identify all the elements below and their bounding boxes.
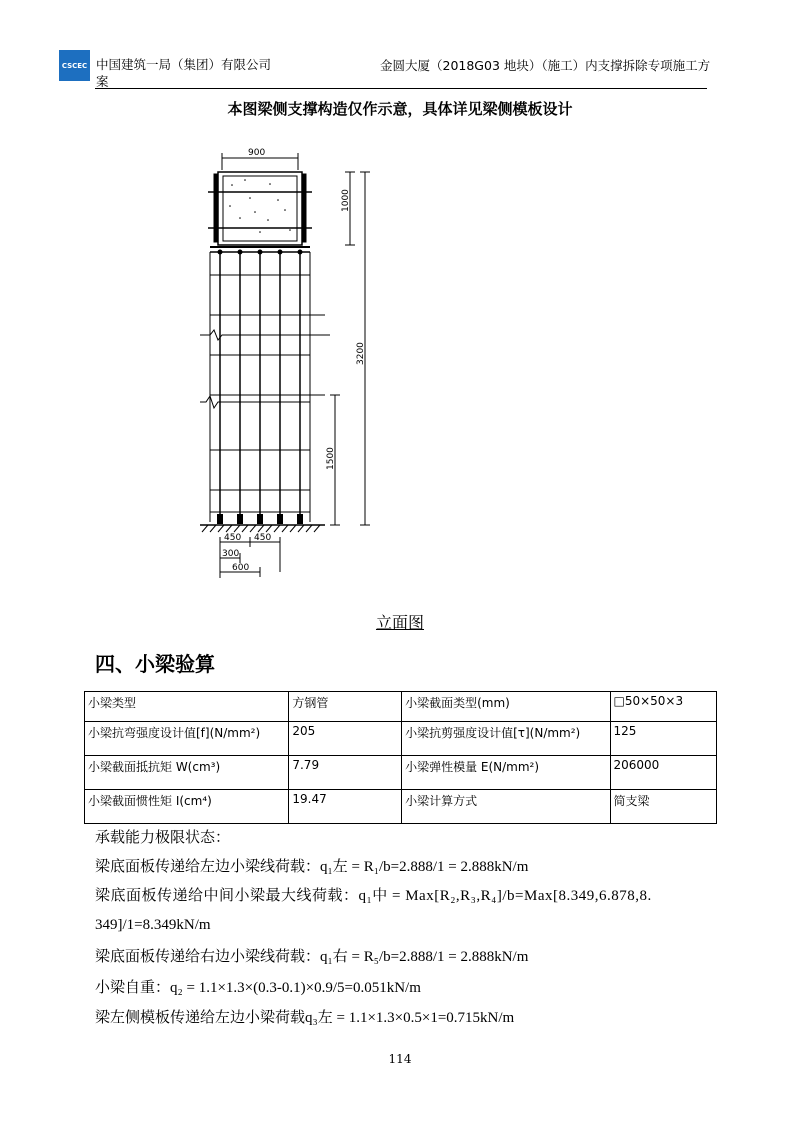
table-cell: 简支梁 — [610, 790, 717, 824]
table-row — [85, 756, 717, 790]
table-cell: 小梁计算方式 — [402, 790, 610, 824]
paragraph-right-joist-load — [95, 945, 528, 966]
table-cell: 方钢管 — [289, 692, 402, 722]
header-project-title: 金圆大厦（2018G03 地块）（施工）内支撑拆除专项施工方 — [380, 58, 711, 73]
paragraph-label: 梁左侧模板传递给左边小梁荷载 — [95, 1008, 306, 1026]
table-row — [85, 692, 717, 722]
table-cell: 206000 — [610, 756, 717, 790]
table-cell: 小梁弹性模量 E(N/mm²) — [402, 756, 610, 790]
paragraph-self-weight — [95, 976, 421, 997]
table-cell: 19.47 — [289, 790, 402, 824]
paragraph-label: 梁底面板传递给左边小梁线荷载： — [95, 857, 321, 875]
table-cell: 小梁截面抵抗矩 W(cm³) — [85, 756, 289, 790]
table-cell: 205 — [289, 722, 402, 756]
paragraph-limit-state: 承载能力极限状态： — [95, 828, 231, 846]
section-title: 四、小梁验算 — [95, 652, 215, 676]
figure-note: 本图梁侧支撑构造仅作示意，具体详见梁侧模板设计 — [227, 100, 573, 118]
table-cell: 小梁抗剪强度设计值[τ](N/mm²) — [402, 722, 610, 756]
dim-bottom-600: 600 — [232, 563, 250, 573]
paragraph-label: 梁底面板传递给右边小梁线荷载： — [95, 947, 321, 965]
table-cell: □50×50×3 — [610, 692, 717, 722]
dim-top-width: 900 — [248, 148, 266, 158]
table-cell: 小梁抗弯强度设计值[f](N/mm²) — [85, 722, 289, 756]
page-number: 114 — [388, 1052, 412, 1066]
paragraph-left-joist-load — [95, 855, 528, 876]
parameter-table — [84, 691, 717, 824]
table-row — [85, 790, 717, 824]
header-company — [96, 56, 271, 90]
header-company-line1: 中国建筑一局（集团）有限公司 — [96, 57, 272, 72]
table-cell: 小梁类型 — [85, 692, 289, 722]
header-rule — [95, 88, 707, 89]
table-row — [85, 722, 717, 756]
dim-lower-height: 1500 — [326, 447, 336, 470]
formula: q₂ = 1.1×1.3×(0.3-0.1)×0.9/5=0.051kN/m — [170, 980, 421, 996]
table-cell: 小梁截面类型(mm) — [402, 692, 610, 722]
dim-bottom-300: 300 — [222, 549, 240, 559]
table-cell: 125 — [610, 722, 717, 756]
paragraph-middle-joist-load-cont — [95, 915, 211, 934]
paragraph-middle-joist-load — [95, 884, 652, 905]
formula: q₁中 = Max[R₂,R₃,R₄]/b=Max[8.349,6.878,8. — [358, 888, 652, 904]
formula: 349]/1=8.349kN/m — [95, 917, 211, 933]
paragraph-side-form-load — [95, 1006, 514, 1027]
formula: q₁左 = R₁/b=2.888/1 = 2.888kN/m — [320, 859, 529, 875]
formula: q₁右 = R₅/b=2.888/1 = 2.888kN/m — [320, 949, 529, 965]
elevation-drawing — [190, 140, 380, 580]
table-cell: 7.79 — [289, 756, 402, 790]
dim-bottom-left: 450 — [224, 533, 242, 543]
header-company-line2: 案 — [96, 74, 109, 89]
formula: q₃左 = 1.1×1.3×0.5×1=0.715kN/m — [305, 1010, 515, 1026]
paragraph-label: 小梁自重： — [95, 978, 171, 996]
dim-beam-height: 1000 — [341, 189, 351, 212]
table-cell: 小梁截面惯性矩 I(cm⁴) — [85, 790, 289, 824]
company-logo: CSCEC — [59, 50, 90, 81]
dim-total-height: 3200 — [356, 342, 366, 365]
figure-caption: 立面图 — [375, 613, 424, 632]
dim-bottom-right: 450 — [254, 533, 272, 543]
paragraph-label: 梁底面板传递给中间小梁最大线荷载： — [95, 886, 359, 904]
